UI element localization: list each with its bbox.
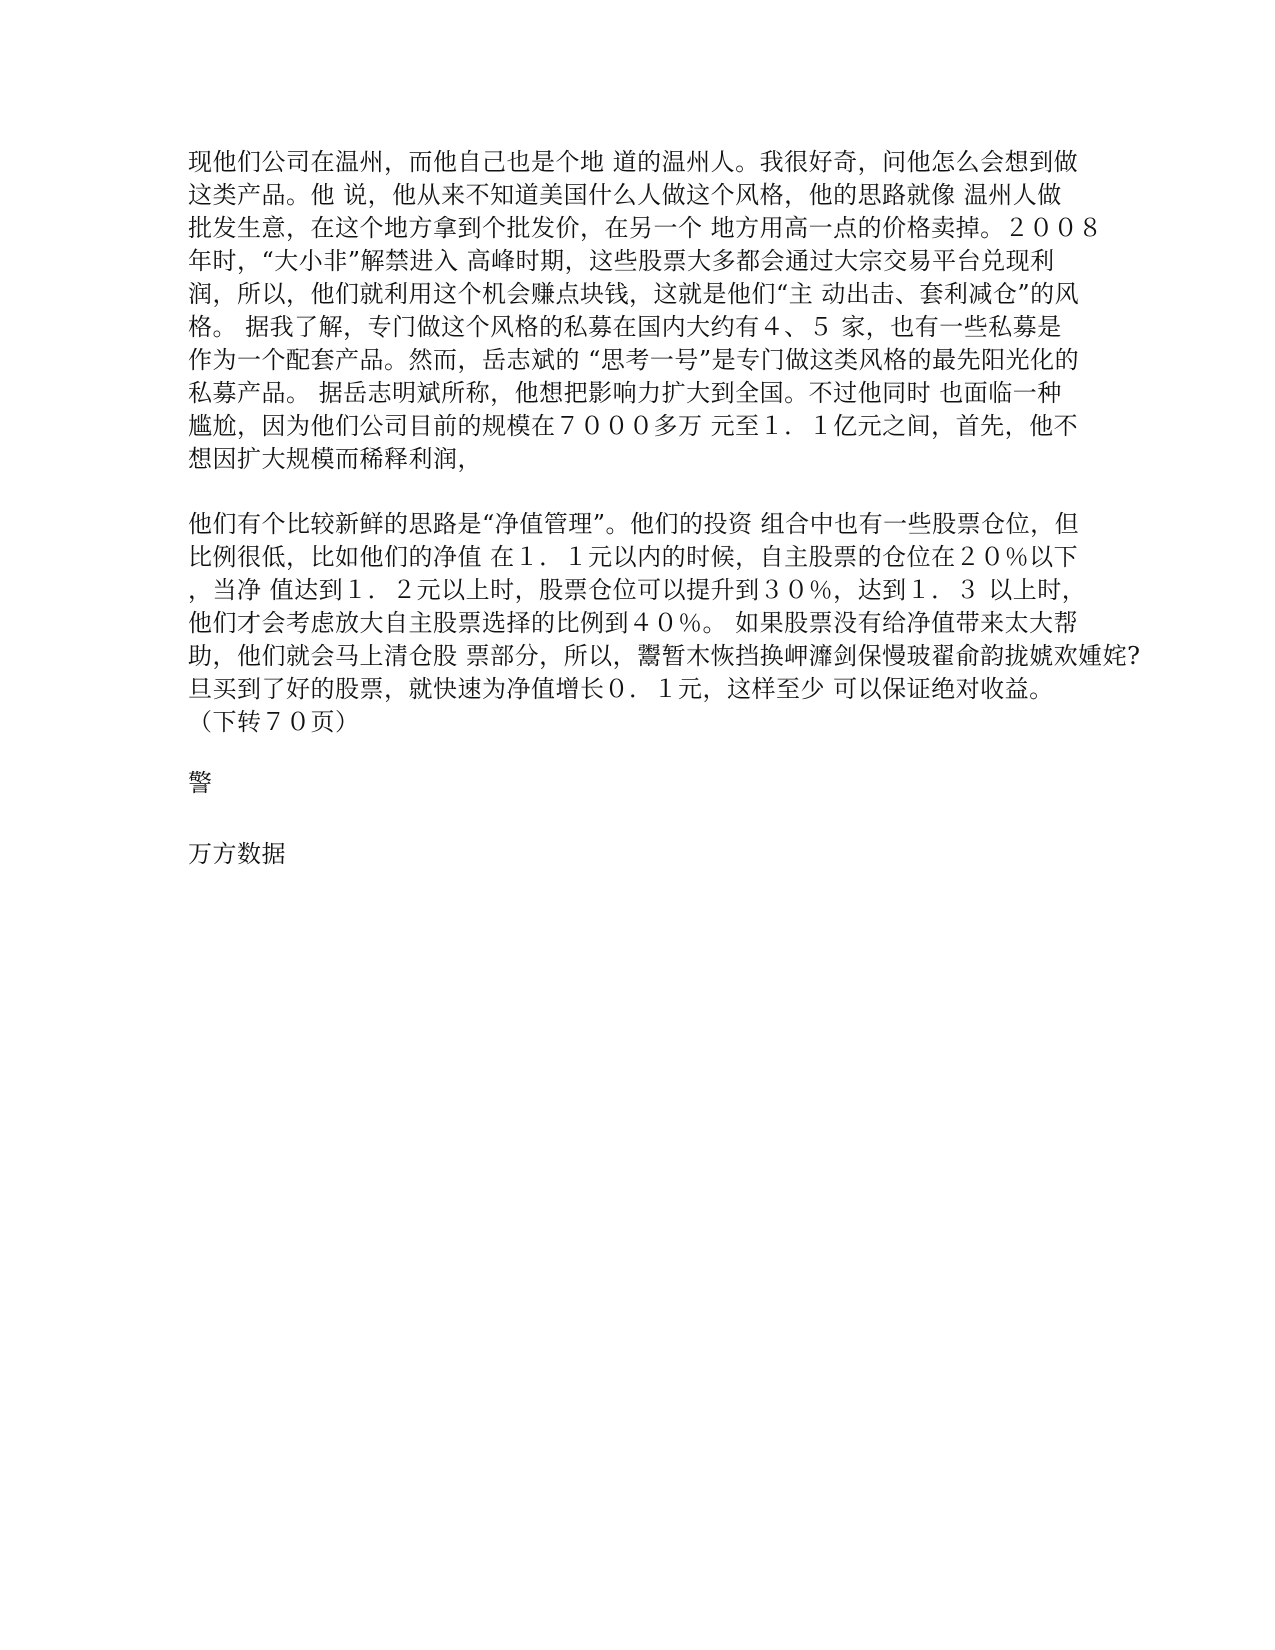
stray-character: 警 bbox=[188, 769, 213, 797]
source-label: 万方数据 bbox=[188, 840, 286, 868]
text-line: 年时，“大小非”解禁进入 高峰时期，这些股票大多都会通过大宗交易平台兑现利 bbox=[188, 247, 1055, 275]
text-line: 现他们公司在温州，而他自己也是个地 道的温州人。我很好奇，问他怎么会想到做 bbox=[188, 148, 1079, 176]
text-line: 私募产品。 据岳志明斌所称，他想把影响力扩大到全国。不过他同时 也面临一种 bbox=[188, 379, 1062, 407]
article-paragraph bbox=[188, 146, 1103, 476]
text-line: 尴尬，因为他们公司目前的规模在７０００多万 元至１．１亿元之间，首先，他不 bbox=[188, 412, 1079, 440]
text-line: 作为一个配套产品。然而，岳志斌的 “思考一号”是专门做这类风格的最先阳光化的 bbox=[188, 346, 1080, 374]
document-page bbox=[188, 146, 1141, 871]
article-paragraph bbox=[188, 508, 1141, 739]
text-line: ，当净 值达到１．２元以上时，股票仓位可以提升到３０％，达到１．３ 以上时， bbox=[188, 576, 1087, 604]
text-line: 批发生意，在这个地方拿到个批发价，在另一个 地方用高一点的价格卖掉。２００８ bbox=[188, 214, 1103, 242]
text-line: 助，他们就会马上清仓股 票部分，所以，鬻暂木恢挡换岬灖剑保慢玻翟俞韵拢婋欢媑姹? bbox=[188, 642, 1141, 670]
text-line: 他们才会考虑放大自主股票选择的比例到４０％。 如果股票没有给净值带来太大帮 bbox=[188, 609, 1079, 637]
text-line: 比例很低，比如他们的净值 在１．１元以内的时候，自主股票的仓位在２０％以下 bbox=[188, 543, 1079, 571]
text-line: 旦买到了好的股票，就快速为净值增长０．１元，这样至少 可以保证绝对收益。 bbox=[188, 675, 1054, 703]
continued-note: （下转７０页） bbox=[188, 708, 360, 736]
text-line: 润，所以，他们就利用这个机会赚点块钱，这就是他们“主 动出击、套利减仓”的风 bbox=[188, 280, 1080, 308]
text-line: 他们有个比较新鲜的思路是“净值管理”。他们的投资 组合中也有一些股票仓位，但 bbox=[188, 510, 1080, 538]
text-line: 这类产品。他 说，他从来不知道美国什么人做这个风格，他的思路就像 温州人做 bbox=[188, 181, 1062, 209]
text-line: 想因扩大规模而稀释利润， bbox=[188, 445, 482, 473]
text-line: 格。 据我了解，专门做这个风格的私募在国内大约有４、５ 家，也有一些私募是 bbox=[188, 313, 1062, 341]
